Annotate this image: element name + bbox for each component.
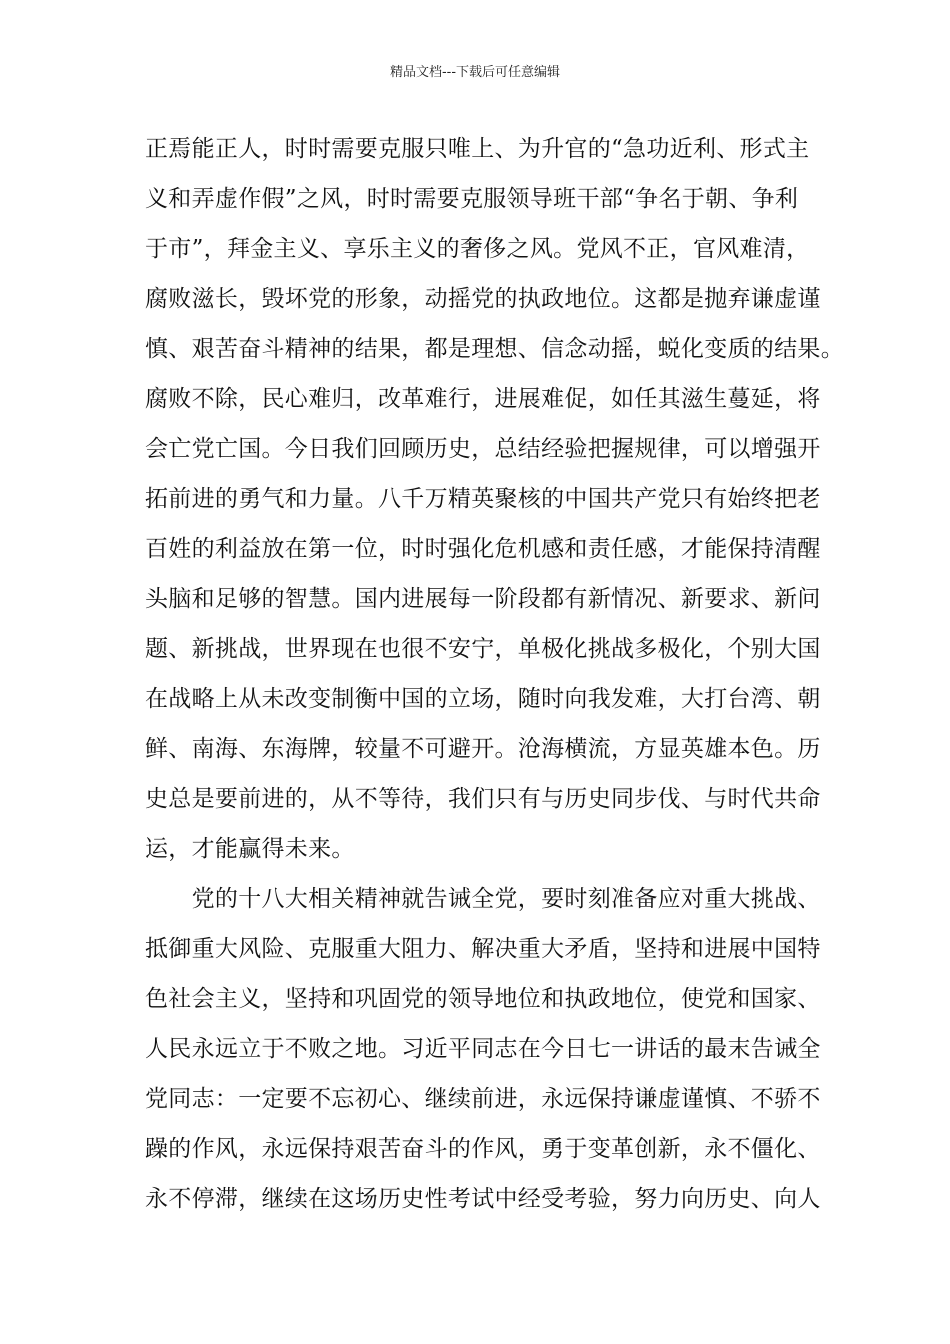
text-line: 运，才能赢得未来。 — [145, 836, 355, 862]
text-line: 人民永远立于不败之地。习近平同志在今日七一讲话的最末告诫全 — [145, 1036, 821, 1062]
text-line: 党的十八大相关精神就告诫全党，要时刻准备应对重大挑战、 — [145, 886, 821, 912]
text-line: 腐败不除，民心难归，改革难行，进展难促，如任其滋生蔓延，将 — [145, 386, 821, 412]
text-line: 色社会主义，坚持和巩固党的领导地位和执政地位，使党和国家、 — [145, 986, 821, 1012]
text-line: 永不停滞，继续在这场历史性考试中经受考验，努力向历史、向人 — [145, 1186, 821, 1212]
text-line: 百姓的利益放在第一位，时时强化危机感和责任感，才能保持清醒 — [145, 536, 821, 562]
text-line: 在战略上从未改变制衡中国的立场，随时向我发难，大打台湾、朝 — [145, 686, 821, 712]
text-line: 会亡党亡国。今日我们回顾历史，总结经验把握规律，可以增强开 — [145, 436, 821, 462]
text-line: 抵御重大风险、克服重大阻力、解决重大矛盾，坚持和进展中国特 — [145, 936, 821, 962]
text-line: 鲜、南海、东海牌，较量不可避开。沧海横流，方显英雄本色。历 — [145, 736, 821, 762]
text-line: 义和弄虚作假”之风，时时需要克服领导班干部“争名于朝、争利 — [145, 186, 799, 212]
text-line: 腐败滋长，毁坏党的形象，动摇党的执政地位。这都是抛弃谦虚谨 — [145, 286, 821, 312]
text-line: 正焉能正人，时时需要克服只唯上、为升官的“急功近利、形式主 — [145, 136, 810, 162]
text-line: 史总是要前进的，从不等待，我们只有与历史同步伐、与时代共命 — [145, 786, 821, 812]
text-line: 于市”，拜金主义、享乐主义的奢侈之风。党风不正，官风难清， — [145, 236, 810, 262]
text-line: 党同志：一定要不忘初心、继续前进，永远保持谦虚谨慎、不骄不 — [145, 1086, 821, 1112]
page-header: 精品文档---下载后可任意编辑 — [389, 65, 561, 80]
text-line: 躁的作风，永远保持艰苦奋斗的作风，勇于变革创新，永不僵化、 — [145, 1136, 821, 1162]
text-line: 慎、艰苦奋斗精神的结果，都是理想、信念动摇，蜕化变质的结果。 — [145, 336, 844, 362]
text-line: 头脑和足够的智慧。国内进展每一阶段都有新情况、新要求、新问 — [145, 586, 821, 612]
text-line: 拓前进的勇气和力量。八千万精英聚核的中国共产党只有始终把老 — [145, 486, 821, 512]
document-body — [145, 124, 845, 1224]
text-line: 题、新挑战，世界现在也很不安宁，单极化挑战多极化，个别大国 — [145, 636, 821, 662]
